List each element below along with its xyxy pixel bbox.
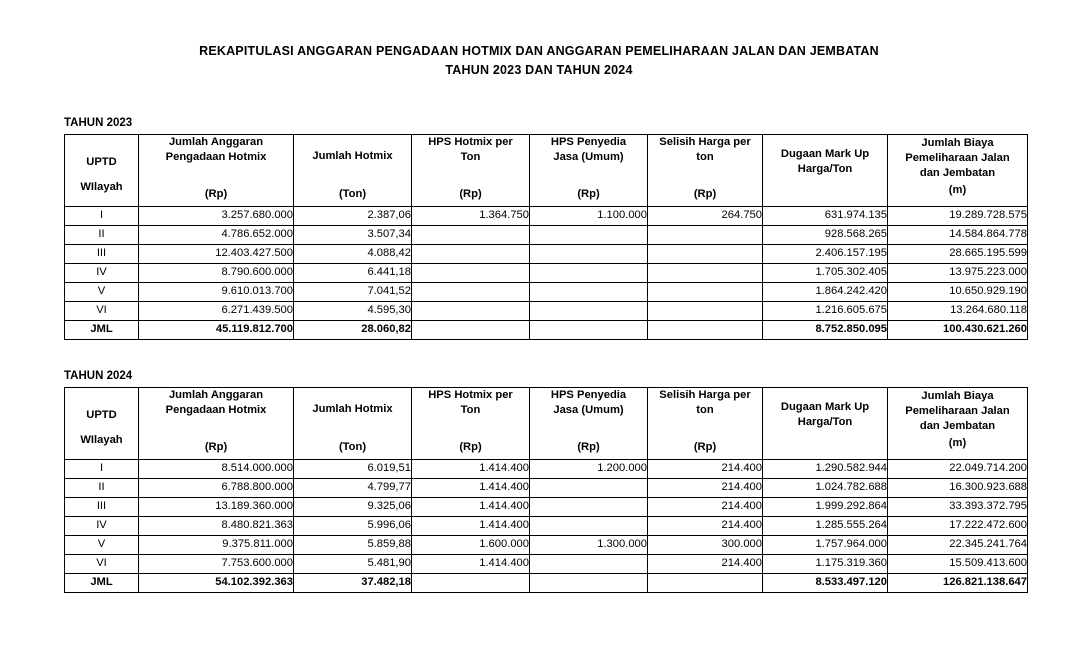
cell-markup: 1.999.292.864 <box>763 497 888 516</box>
table-body-2024 <box>65 459 1028 592</box>
cell-markup: 1.024.782.688 <box>763 478 888 497</box>
table-body-2023 <box>65 206 1028 339</box>
cell-markup: 1.285.555.264 <box>763 516 888 535</box>
table-row <box>65 225 1028 244</box>
cell-biaya: 13.264.680.118 <box>888 301 1028 320</box>
cell-selisih <box>648 301 763 320</box>
cell-uptd: VI <box>65 554 139 573</box>
cell-hotmix: 2.387,06 <box>294 206 412 225</box>
cell-hps-hotmix <box>412 263 530 282</box>
cell-selisih: 300.000 <box>648 535 763 554</box>
col-unit-biaya: (m) <box>948 437 967 450</box>
cell-hps-penyedia <box>530 263 648 282</box>
cell-hotmix: 3.507,34 <box>294 225 412 244</box>
col-header-hotmix: Jumlah Hotmix (Ton) <box>294 134 412 206</box>
col-header-uptd: UPTD WIlayah <box>65 387 139 459</box>
cell-markup: 1.705.302.405 <box>763 263 888 282</box>
cell-markup: 8.533.497.120 <box>763 573 888 592</box>
col-unit-anggaran: (Rp) <box>204 440 228 453</box>
cell-hotmix: 4.595,30 <box>294 301 412 320</box>
col-header-hps-hotmix: HPS Hotmix per Ton (Rp) <box>412 134 530 206</box>
cell-hps-penyedia <box>530 478 648 497</box>
cell-hps-penyedia: 1.100.000 <box>530 206 648 225</box>
table-row <box>65 535 1028 554</box>
table-row <box>65 206 1028 225</box>
cell-uptd: I <box>65 206 139 225</box>
title-line-1: REKAPITULASI ANGGARAN PENGADAAN HOTMIX DAN ANGGARAN PEMELIHARAAN JALAN DAN JEMBATAN <box>199 44 879 58</box>
col-unit-hotmix: (Ton) <box>338 440 367 453</box>
col-header-uptd <box>65 134 139 206</box>
cell-anggaran: 8.480.821.363 <box>139 516 294 535</box>
table-row <box>65 244 1028 263</box>
cell-markup: 1.216.605.675 <box>763 301 888 320</box>
col-header-hps-penyedia: HPS Penyedia Jasa (Umum) (Rp) <box>530 387 648 459</box>
cell-hotmix: 5.481,90 <box>294 554 412 573</box>
cell-markup: 8.752.850.095 <box>763 320 888 339</box>
cell-biaya: 126.821.138.647 <box>888 573 1028 592</box>
col-header-uptd-line2: WIlayah <box>80 181 123 194</box>
table-row <box>65 282 1028 301</box>
col-unit-hotmix: (Ton) <box>338 187 367 200</box>
cell-uptd: III <box>65 497 139 516</box>
cell-uptd: IV <box>65 263 139 282</box>
cell-biaya: 15.509.413.600 <box>888 554 1028 573</box>
col-unit-hps-hotmix: (Rp) <box>459 440 482 453</box>
cell-uptd: JML <box>65 573 139 592</box>
cell-hps-penyedia: 1.300.000 <box>530 535 648 554</box>
cell-hotmix: 37.482,18 <box>294 573 412 592</box>
title-line-2: TAHUN 2023 DAN TAHUN 2024 <box>445 63 633 78</box>
col-unit-selisih: (Rp) <box>693 187 717 200</box>
table-row <box>65 459 1028 478</box>
cell-biaya: 10.650.929.190 <box>888 282 1028 301</box>
col-header-anggaran: Jumlah Anggaran Pengadaan Hotmix (Rp) <box>139 134 294 206</box>
cell-hps-penyedia: 1.200.000 <box>530 459 648 478</box>
cell-anggaran: 3.257.680.000 <box>139 206 294 225</box>
col-header-biaya: Jumlah Biaya Pemeliharaan Jalan dan Jembatan (m) <box>888 387 1028 459</box>
col-unit-selisih: (Rp) <box>693 440 717 453</box>
col-header-uptd-line1: UPTD <box>86 156 117 169</box>
col-header-anggaran: Jumlah Anggaran Pengadaan Hotmix (Rp) <box>139 387 294 459</box>
col-header-markup: Dugaan Mark Up Harga/Ton <box>763 134 888 206</box>
cell-hotmix: 6.019,51 <box>294 459 412 478</box>
cell-anggaran: 6.271.439.500 <box>139 301 294 320</box>
cell-uptd: I <box>65 459 139 478</box>
cell-biaya: 13.975.223.000 <box>888 263 1028 282</box>
table-header-2024 <box>65 387 1028 459</box>
table-row <box>65 263 1028 282</box>
table-row-total <box>65 573 1028 592</box>
table-row <box>65 478 1028 497</box>
col-header-hps-hotmix: HPS Hotmix per Ton (Rp) <box>412 387 530 459</box>
col-header-selisih: Selisih Harga per ton (Rp) <box>648 387 763 459</box>
cell-hps-hotmix <box>412 244 530 263</box>
cell-hps-hotmix <box>412 573 530 592</box>
cell-hotmix: 5.859,88 <box>294 535 412 554</box>
table-rekap-2024 <box>64 387 1028 593</box>
cell-selisih: 264.750 <box>648 206 763 225</box>
cell-anggaran: 12.403.427.500 <box>139 244 294 263</box>
cell-anggaran: 4.786.652.000 <box>139 225 294 244</box>
cell-hps-hotmix <box>412 301 530 320</box>
col-unit-anggaran: (Rp) <box>204 187 228 200</box>
cell-biaya: 28.665.195.599 <box>888 244 1028 263</box>
cell-hotmix: 4.088,42 <box>294 244 412 263</box>
cell-uptd: II <box>65 225 139 244</box>
cell-selisih <box>648 263 763 282</box>
cell-hps-penyedia <box>530 320 648 339</box>
cell-markup: 2.406.157.195 <box>763 244 888 263</box>
col-header-markup: Dugaan Mark Up Harga/Ton <box>763 387 888 459</box>
cell-selisih: 214.400 <box>648 554 763 573</box>
cell-hps-penyedia <box>530 225 648 244</box>
cell-hps-penyedia <box>530 573 648 592</box>
cell-hps-hotmix <box>412 282 530 301</box>
cell-selisih: 214.400 <box>648 516 763 535</box>
cell-anggaran: 45.119.812.700 <box>139 320 294 339</box>
cell-biaya: 33.393.372.795 <box>888 497 1028 516</box>
document-title <box>0 0 1078 81</box>
cell-biaya: 22.345.241.764 <box>888 535 1028 554</box>
cell-uptd: III <box>65 244 139 263</box>
cell-anggaran: 8.790.600.000 <box>139 263 294 282</box>
table-row <box>65 516 1028 535</box>
col-header-hps-penyedia: HPS Penyedia Jasa (Umum) (Rp) <box>530 134 648 206</box>
cell-biaya: 100.430.621.260 <box>888 320 1028 339</box>
cell-markup: 1.757.964.000 <box>763 535 888 554</box>
cell-uptd: VI <box>65 301 139 320</box>
cell-selisih <box>648 320 763 339</box>
cell-uptd: V <box>65 535 139 554</box>
cell-hps-penyedia <box>530 301 648 320</box>
cell-uptd: V <box>65 282 139 301</box>
cell-hotmix: 7.041,52 <box>294 282 412 301</box>
cell-hotmix: 9.325,06 <box>294 497 412 516</box>
cell-hps-penyedia <box>530 244 648 263</box>
cell-anggaran: 9.610.013.700 <box>139 282 294 301</box>
cell-selisih: 214.400 <box>648 459 763 478</box>
cell-markup: 1.175.319.360 <box>763 554 888 573</box>
cell-anggaran: 9.375.811.000 <box>139 535 294 554</box>
cell-hotmix: 4.799,77 <box>294 478 412 497</box>
section-tahun-2024 <box>64 369 1027 593</box>
col-header-biaya: Jumlah Biaya Pemeliharaan Jalan dan Jembatan (m) <box>888 134 1028 206</box>
table-header-2023 <box>65 134 1028 206</box>
cell-markup: 1.290.582.944 <box>763 459 888 478</box>
cell-anggaran: 6.788.800.000 <box>139 478 294 497</box>
col-unit-hps-hotmix: (Rp) <box>459 187 482 200</box>
cell-anggaran: 54.102.392.363 <box>139 573 294 592</box>
cell-hps-penyedia <box>530 497 648 516</box>
section-label-2023: TAHUN 2023 <box>64 116 133 129</box>
table-row <box>65 301 1028 320</box>
cell-biaya: 16.300.923.688 <box>888 478 1028 497</box>
cell-hotmix: 6.441,18 <box>294 263 412 282</box>
cell-hps-hotmix: 1.414.400 <box>412 516 530 535</box>
cell-selisih <box>648 244 763 263</box>
cell-hps-hotmix: 1.414.400 <box>412 478 530 497</box>
cell-biaya: 17.222.472.600 <box>888 516 1028 535</box>
col-unit-biaya: (m) <box>948 184 967 197</box>
cell-selisih <box>648 225 763 244</box>
col-unit-hps-penyedia: (Rp) <box>577 440 600 453</box>
cell-hps-hotmix: 1.600.000 <box>412 535 530 554</box>
cell-hps-hotmix: 1.414.400 <box>412 459 530 478</box>
cell-hotmix: 28.060,82 <box>294 320 412 339</box>
cell-hps-penyedia <box>530 282 648 301</box>
cell-hps-penyedia <box>530 516 648 535</box>
cell-uptd: II <box>65 478 139 497</box>
col-unit-hps-penyedia: (Rp) <box>577 187 600 200</box>
col-header-selisih: Selisih Harga per ton (Rp) <box>648 134 763 206</box>
cell-selisih: 214.400 <box>648 478 763 497</box>
cell-hps-hotmix: 1.414.400 <box>412 497 530 516</box>
cell-hps-hotmix <box>412 320 530 339</box>
table-row <box>65 497 1028 516</box>
cell-selisih <box>648 573 763 592</box>
cell-hps-hotmix <box>412 225 530 244</box>
header-row <box>65 387 1028 459</box>
cell-hps-penyedia <box>530 554 648 573</box>
cell-uptd: IV <box>65 516 139 535</box>
col-header-hotmix: Jumlah Hotmix (Ton) <box>294 387 412 459</box>
cell-hotmix: 5.996,06 <box>294 516 412 535</box>
cell-selisih <box>648 282 763 301</box>
section-tahun-2023 <box>64 116 1027 340</box>
cell-hps-hotmix: 1.414.400 <box>412 554 530 573</box>
cell-biaya: 22.049.714.200 <box>888 459 1028 478</box>
cell-anggaran: 13.189.360.000 <box>139 497 294 516</box>
cell-markup: 1.864.242.420 <box>763 282 888 301</box>
header-row <box>65 134 1028 206</box>
cell-markup: 631.974.135 <box>763 206 888 225</box>
table-rekap-2023 <box>64 134 1028 340</box>
table-row <box>65 554 1028 573</box>
cell-hps-hotmix: 1.364.750 <box>412 206 530 225</box>
cell-markup: 928.568.265 <box>763 225 888 244</box>
cell-uptd: JML <box>65 320 139 339</box>
cell-biaya: 19.289.728.575 <box>888 206 1028 225</box>
cell-anggaran: 8.514.000.000 <box>139 459 294 478</box>
section-label-2024: TAHUN 2024 <box>64 369 133 382</box>
cell-biaya: 14.584.864.778 <box>888 225 1028 244</box>
table-row-total <box>65 320 1028 339</box>
cell-anggaran: 7.753.600.000 <box>139 554 294 573</box>
cell-selisih: 214.400 <box>648 497 763 516</box>
